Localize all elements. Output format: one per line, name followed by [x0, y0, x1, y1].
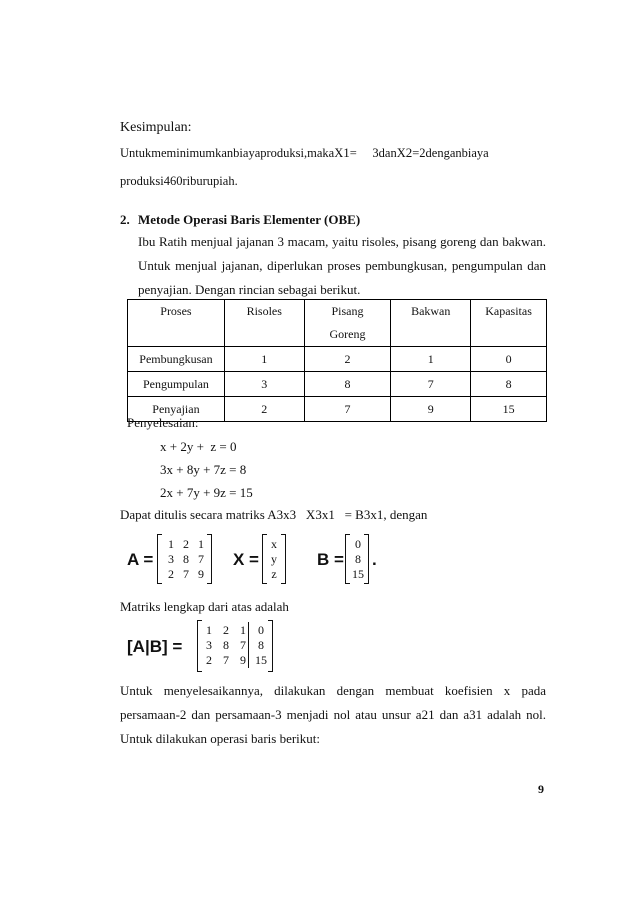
matrix-a-cell: 2 — [168, 567, 174, 581]
augmented-cell: 1 — [206, 623, 212, 637]
right-bracket — [268, 620, 273, 672]
matrix-a-cell: 7 — [183, 567, 189, 581]
matrix-a-cell: 3 — [168, 552, 174, 566]
augmented-intro: Matriks lengkap dari atas adalah — [120, 599, 289, 614]
augmented-cell: 2 — [223, 623, 229, 637]
table-header-cell: Kapasitas — [471, 300, 547, 347]
matrix-a-cell: 1 — [168, 537, 174, 551]
equation-2: 3x + 8y + 7z = 8 — [160, 462, 247, 477]
kesimpulan-heading: Kesimpulan: — [120, 120, 192, 135]
kesimpulan-line-2: produksi460riburupiah. — [120, 174, 238, 188]
matrix-x-cell: y — [271, 552, 277, 566]
header-pisang-line2: Goreng — [329, 327, 366, 341]
matrix-form-sentence: Dapat ditulis secara matriks A3x3 X3x1 = B3x1, dengan — [120, 507, 428, 522]
subscript-2: 2 — [405, 145, 413, 160]
right-bracket — [281, 534, 286, 584]
table-cell: 3 — [224, 372, 304, 397]
page-number: 9 — [538, 782, 544, 796]
paragraph-line-2: Untuk menjual jajanan, diperlukan proses pembungkusan, pengumpulan dan — [138, 258, 546, 273]
kesimpulan-line-1 — [120, 145, 489, 161]
matrix-a-cell: 2 — [183, 537, 189, 551]
table-cell: 8 — [471, 372, 547, 397]
obe-table — [127, 299, 547, 422]
table-cell: Penyajian — [128, 397, 225, 422]
matrix-x-cell: z — [271, 567, 277, 581]
kesimpulan-text-a: Untukmeminimumkanbiayaproduksi,makaX — [120, 146, 344, 160]
table-header-row — [128, 300, 547, 347]
table-header-cell: Risoles — [224, 300, 304, 347]
paragraph-line-3: penyajian. Dengan rincian sebagai berikut. — [138, 282, 361, 297]
augmented-cell: 9 — [240, 653, 246, 667]
augmented-cell: 3 — [206, 638, 212, 652]
matrix-x-cell: x — [271, 537, 277, 551]
right-bracket — [207, 534, 212, 584]
matrix-a-label: A = — [127, 550, 154, 569]
table-row — [128, 347, 547, 372]
header-pisang-line1: Pisang — [331, 304, 364, 318]
table-cell: 7 — [304, 397, 391, 422]
matrix-b-cell: 0 — [355, 537, 361, 551]
table-cell: 2 — [224, 397, 304, 422]
closing-line-3: Untuk dilakukan operasi baris berikut: — [120, 731, 321, 746]
section-number: 2. — [120, 212, 130, 227]
table-cell: 1 — [224, 347, 304, 372]
matrix-b-cell: 15 — [352, 567, 364, 581]
matrix-b-cell: 8 — [355, 552, 361, 566]
table-cell: Pengumpulan — [128, 372, 225, 397]
left-bracket — [157, 534, 162, 584]
kesimpulan-text-c: =2denganbiaya — [412, 146, 489, 160]
matrix-b-label: B = — [317, 550, 344, 569]
matrix-a-cell: 7 — [198, 552, 204, 566]
right-bracket — [364, 534, 369, 584]
closing-line-1: Untuk menyelesaikannya, dilakukan dengan membuat koefisien x pada — [120, 683, 546, 698]
table-header-cell: Proses — [128, 300, 225, 347]
augmented-divider — [248, 622, 249, 668]
table-row — [128, 372, 547, 397]
table-cell: 7 — [391, 372, 471, 397]
augmented-cell: 0 — [258, 623, 264, 637]
table-cell: Pembungkusan — [128, 347, 225, 372]
equation-3: 2x + 7y + 9z = 15 — [160, 485, 253, 500]
section-title: Metode Operasi Baris Elementer (OBE) — [138, 212, 361, 227]
matrix-b-period: . — [372, 550, 377, 569]
kesimpulan-text-b: = 3danX — [349, 146, 406, 160]
matrix-a-cell: 8 — [183, 552, 189, 566]
augmented-matrix-label: [A|B] = — [127, 637, 183, 656]
matrix-a-cell: 1 — [198, 537, 204, 551]
paragraph-line-1: Ibu Ratih menjual jajanan 3 macam, yaitu risoles, pisang goreng dan bakwan. — [138, 234, 546, 249]
augmented-cell: 8 — [223, 638, 229, 652]
subscript-1: 1 — [343, 145, 350, 160]
table-cell: 8 — [304, 372, 391, 397]
table-cell: 1 — [391, 347, 471, 372]
augmented-cell: 8 — [258, 638, 264, 652]
augmented-cell: 7 — [240, 638, 246, 652]
table-cell: 2 — [304, 347, 391, 372]
table-header-cell — [304, 300, 391, 347]
augmented-cell: 7 — [223, 653, 229, 667]
matrix-a-cell: 9 — [198, 567, 204, 581]
matrix-x-label: X = — [233, 550, 259, 569]
augmented-cell: 15 — [255, 653, 267, 667]
table-cell: 15 — [471, 397, 547, 422]
table-cell: 0 — [471, 347, 547, 372]
closing-line-2: persamaan-2 dan persamaan-3 menjadi nol atau unsur a21 dan a31 adalah nol. — [120, 707, 546, 722]
table-cell: 9 — [391, 397, 471, 422]
equation-1: x + 2y + z = 0 — [160, 439, 237, 454]
penyelesaian-heading: Penyelesaian: — [127, 415, 199, 430]
augmented-cell: 1 — [240, 623, 246, 637]
table-header-cell: Bakwan — [391, 300, 471, 347]
augmented-cell: 2 — [206, 653, 212, 667]
